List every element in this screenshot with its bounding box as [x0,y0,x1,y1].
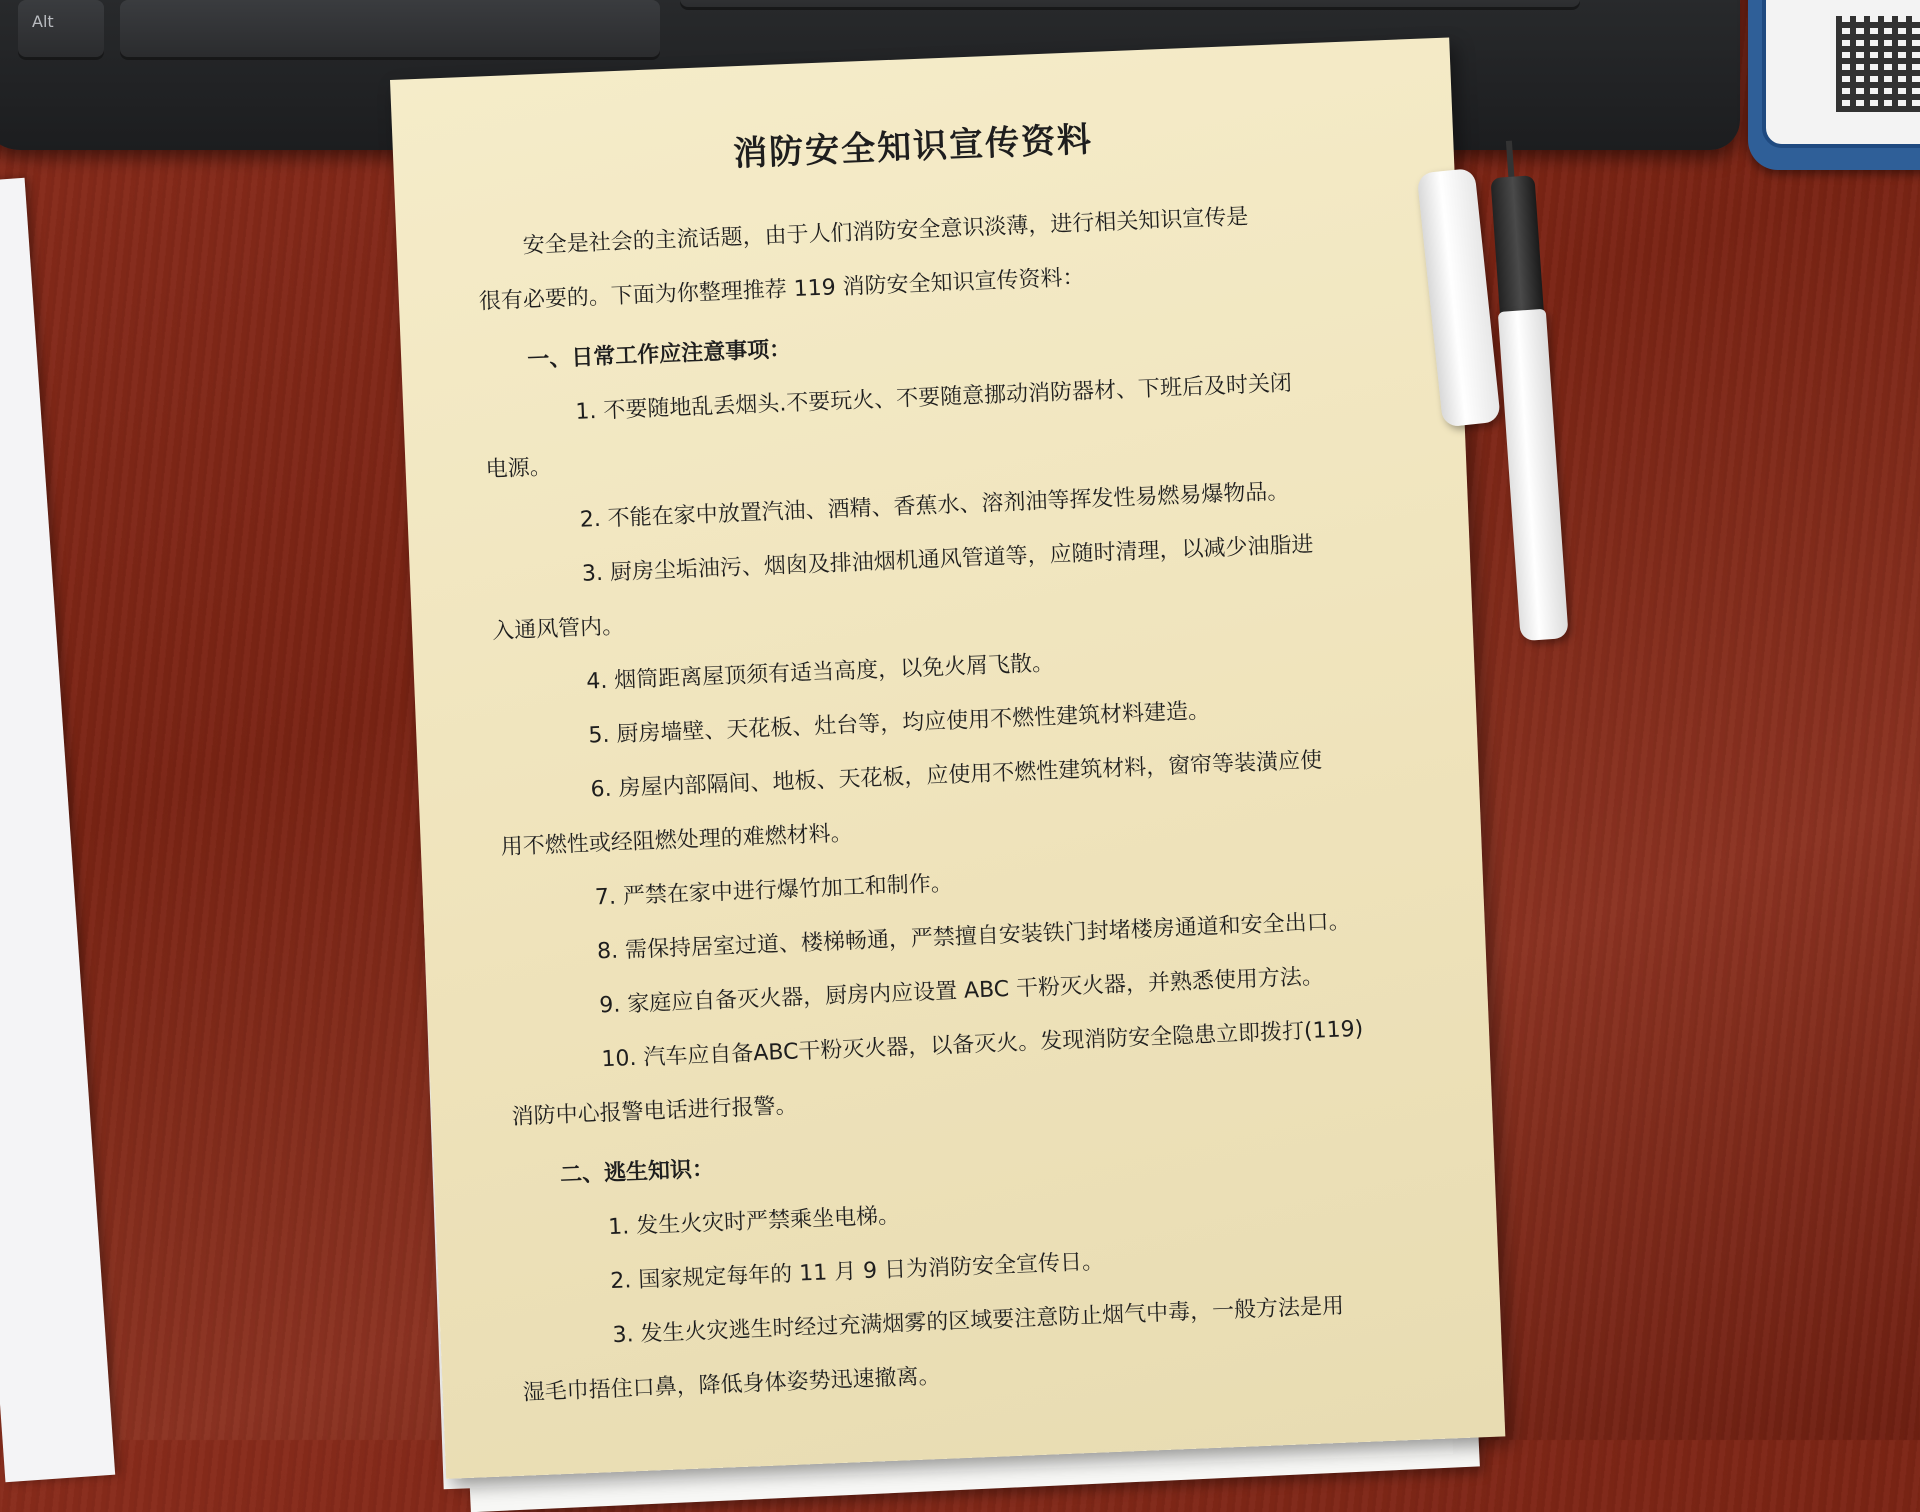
document-content [472,101,1403,1420]
list-item-number: 7. [594,884,617,911]
list-item-text: 厨房墙壁、天花板、灶台等，均应使用不燃性建筑材料建造。 [615,698,1211,748]
list-item-number: 3. [612,1322,635,1349]
list-item-number: 5. [587,722,610,749]
section1-list [482,354,1392,1145]
list-item-number: 1. [607,1214,630,1241]
intro-line: 安全是社会的主流话题，由于人们消防安全意识淡薄，进行相关知识宣传是 [522,204,1249,259]
list-item-text: 家庭应自备灭火器，厨房内应设置 ABC 干粉灭火器，并熟悉使用方法。 [626,964,1325,1018]
list-item-text: 不能在家中放置汽油、酒精、香蕉水、溶剂油等挥发性易燃易爆物品。 [607,479,1290,532]
qr-code-icon [1836,16,1920,112]
keyboard-key [680,0,1580,10]
pen-body [1498,309,1569,642]
list-item-text: 发生火灾时严禁乘坐电梯。 [635,1203,901,1240]
list-item-number: 1. [574,398,597,425]
list-item-number: 9. [598,992,621,1019]
list-item-text: 用不燃性或经阻燃处理的难燃材料。 [500,821,854,861]
list-item-number: 3. [581,560,604,587]
section2-list [515,1170,1403,1421]
document-page [390,37,1505,1478]
list-item-text: 消防中心报警电话进行报警。 [511,1093,799,1130]
keyboard-key [120,0,660,60]
list-item-text: 烟筒距离屋顶须有适当高度，以免火屑飞散。 [613,650,1055,694]
alt-key [18,0,104,60]
list-item-number: 2. [609,1268,632,1295]
list-item-text: 需保持居室过道、楼梯畅通，严禁擅自安装铁门封堵楼房通道和安全出口。 [624,909,1352,964]
section-heading: 二、逃生知识： [559,1156,715,1189]
intro-line: 很有必要的。下面为你整理推荐 119 消防安全知识宣传资料： [478,265,1085,315]
mousepad-label [1762,0,1920,148]
list-item-text: 湿毛巾捂住口鼻，降低身体姿势迅速撤离。 [522,1363,941,1406]
alt-key-label: Alt [32,12,54,31]
mousepad [1748,0,1920,170]
list-item-number: 2. [579,506,602,533]
list-item-number: 6. [590,776,613,803]
list-item-text: 严禁在家中进行爆竹加工和制作。 [622,871,954,910]
left-paper-sheet [0,178,115,1483]
list-item-text: 电源。 [485,454,553,483]
list-item-text: 国家规定每年的 11 月 9 日为消防安全宣传日。 [637,1249,1105,1293]
list-item-text: 不要随地乱丢烟头.不要玩火、不要随意挪动消防器材、下班后及时关闭 [602,371,1293,424]
list-item-text: 房屋内部隔间、地板、天花板，应使用不燃性建筑材料，窗帘等装潢应使 [618,748,1323,802]
section-heading: 一、日常工作应注意事项： [526,337,792,373]
list-item-number: 8. [596,938,619,965]
list-item-text: 入通风管内。 [491,614,625,645]
document-title: 消防安全知识宣传资料 [732,119,1094,175]
pen-tip [1506,141,1515,181]
list-item-text: 发生火灾逃生时经过充满烟雾的区域要注意防止烟气中毒，一般方法是用 [640,1293,1345,1347]
pen-grip [1490,175,1544,318]
list-item-number: 10. [600,1045,637,1073]
list-item-text: 厨房尘垢油污、烟囱及排油烟机通风管道等，应随时清理，以减少油脂进 [609,532,1314,586]
list-item-text: 汽车应自备ABC干粉灭火器，以备灭火。发现消防安全隐患立即拨打(119) [642,1016,1364,1071]
list-item-number: 4. [585,668,608,695]
